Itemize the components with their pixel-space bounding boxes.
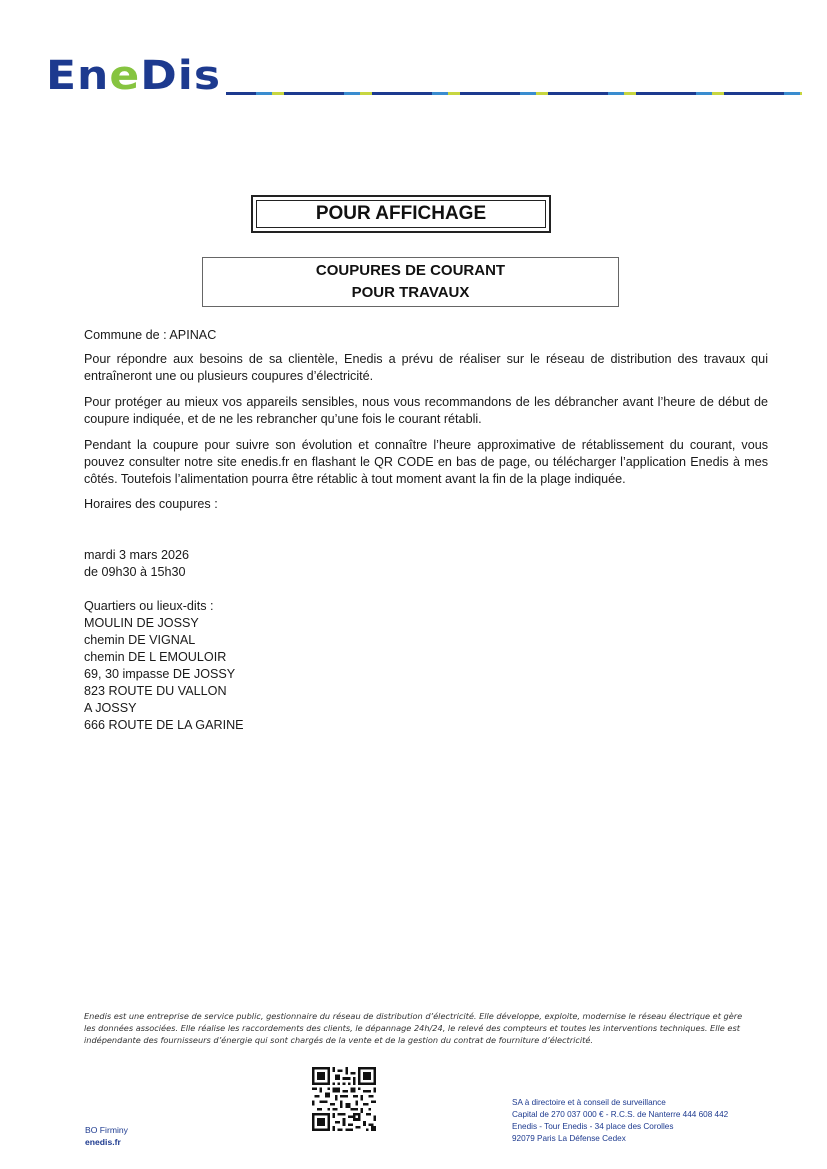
logo-text-part1: En xyxy=(46,52,110,99)
schedule-date: mardi 3 mars 2026 xyxy=(84,548,189,562)
footer-legal-text: Enedis est une entreprise de service public, gestionnaire du réseau de distribution d’électricité. Elle développe, exploite, modernise le réseau électrique et gère les données associées. Elle réalise les raccordements des clients, le dépannage 24h/24, le relevé des compteurs et toutes les interventions techniques. Elle est indépendante des fournisseurs d’énergie qui sont chargés de la vente et de la gestion du contrat de fourniture d’électricité. xyxy=(84,1011,743,1045)
subtitle-box xyxy=(202,257,619,307)
quartier-item: A JOSSY xyxy=(84,701,137,715)
quartier-item: MOULIN DE JOSSY xyxy=(84,616,199,630)
footer-website-link[interactable]: enedis.fr xyxy=(85,1137,121,1147)
company-line: 92079 Paris La Défense Cedex xyxy=(512,1134,626,1143)
paragraph-3: Pendant la coupure pour suivre son évolution et connaître l’heure approximative de rétablissement du courant, vous pouvez consulter notre site enedis.fr en flashant le QR CODE en bas de page, ou télécharger l’application Enedis à mes côtés. Toutefois l’alimentation pourra être rétablic à tout moment avant la fin de la plage indiquée. xyxy=(84,438,768,486)
page-title: POUR AFFICHAGE xyxy=(315,203,487,224)
header-rule xyxy=(226,92,802,95)
horaires-label: Horaires des coupures : xyxy=(84,497,218,511)
company-line: Capital de 270 037 000 € - R.C.S. de Nanterre 444 608 442 xyxy=(512,1110,729,1119)
footer-office xyxy=(85,1124,128,1148)
title-box xyxy=(251,195,551,233)
quartiers-block xyxy=(84,598,244,734)
quartier-item: 666 ROUTE DE LA GARINE xyxy=(84,718,244,732)
subtitle-line-2: POUR TRAVAUX xyxy=(351,284,470,301)
quartier-item: 69, 30 impasse DE JOSSY xyxy=(84,667,236,681)
qr-code[interactable] xyxy=(312,1067,376,1131)
schedule-block xyxy=(84,547,189,581)
quartier-item: chemin DE L EMOULOIR xyxy=(84,650,227,664)
quartier-item: chemin DE VIGNAL xyxy=(84,633,196,647)
company-line: SA à directoire et à conseil de surveillance xyxy=(512,1098,666,1107)
quartiers-label: Quartiers ou lieux-dits : xyxy=(84,599,214,613)
subtitle-line-1: COUPURES DE COURANT xyxy=(315,262,506,279)
company-line: Enedis - Tour Enedis - 34 place des Corolles xyxy=(512,1122,674,1131)
logo-text-accent: e xyxy=(109,52,141,99)
footer-office-name: BO Firminy xyxy=(85,1125,128,1135)
logo-text-part2: Dis xyxy=(140,52,222,99)
quartier-item: 823 ROUTE DU VALLON xyxy=(84,684,227,698)
commune-line: Commune de : APINAC xyxy=(84,328,217,342)
footer-company-info xyxy=(512,1097,728,1145)
enedis-logo xyxy=(46,52,222,99)
paragraph-2: Pour protéger au mieux vos appareils sensibles, nous vous recommandons de les débrancher avant l’heure de début de coupure indiquée, et de ne les rebrancher qu’une fois le courant rétabli. xyxy=(84,395,768,426)
paragraph-1: Pour répondre aux besoins de sa clientèle, Enedis a prévu de réaliser sur le réseau de distribution des travaux qui entraîneront une ou plusieurs coupures d’électricité. xyxy=(84,352,768,383)
schedule-time: de 09h30 à 15h30 xyxy=(84,565,186,579)
